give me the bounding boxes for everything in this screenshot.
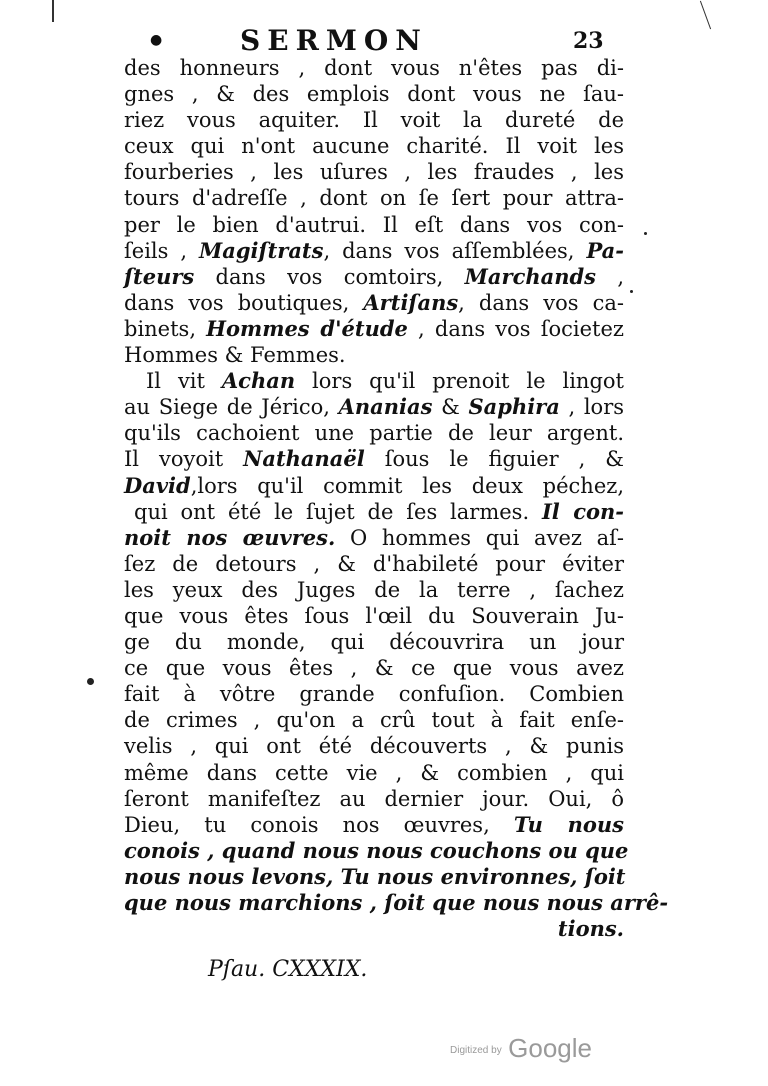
text-line: Hommes & Femmes.	[124, 343, 346, 368]
scripture-citation: Pſau. CXXXIX.	[208, 957, 368, 982]
text-line: tours d'adreſſe , dont on ſe ſert pour attra-	[124, 186, 624, 211]
text-line: per le bien d'autrui. Il eſt dans vos con-	[124, 212, 624, 237]
text-line: au Siege de Jérico, Ananias & Saphira , lors	[124, 394, 625, 420]
page-number: 23	[573, 28, 604, 54]
text-line: de crimes , qu'on a crû tout à fait enſe-	[124, 708, 624, 733]
text-line: binets, Hommes d'étude , dans vos ſocietez	[124, 315, 624, 341]
text-line: que nous marchions , ſoit que nous nous arrê-	[124, 890, 669, 915]
text-line: ſez de detours , & d'habileté pour éviter	[124, 551, 624, 576]
text-line: que vous êtes ſous l'œil du Souverain Ju-	[124, 603, 624, 628]
running-title: SERMON	[240, 24, 428, 57]
text-line: conois , quand nous nous couchons ou que	[124, 837, 629, 863]
text-line: fourberies , les uſures , les fraudes , les	[124, 160, 624, 185]
text-line: des honneurs , dont vous n'êtes pas di-	[124, 56, 624, 80]
text-line: ſteurs dans vos comtoirs, Marchands ,	[124, 263, 625, 289]
text-line: ceux qui n'ont aucune charité. Il voit les	[124, 134, 624, 159]
ink-speck	[644, 232, 647, 235]
text-line: ce que vous êtes , & ce que vous avez	[124, 656, 624, 681]
text-line: qu'ils cachoient une partie de leur argent.	[124, 421, 624, 446]
text-line: tions.	[557, 916, 624, 942]
watermark-brand: Google	[508, 1033, 592, 1063]
text-line: Il voyoit Nathanaël ſous le figuier , &	[124, 446, 625, 472]
ink-speck	[87, 678, 94, 685]
text-line: ſeront manifeſtez au dernier jour. Oui, ô	[124, 786, 624, 811]
text-line: noit nos œuvres. O hommes qui avez aſ-	[124, 524, 624, 550]
digitization-watermark	[450, 1033, 592, 1064]
text-line: même dans cette vie , & combien , qui	[124, 760, 624, 785]
text-line: nous nous levons, Tu nous environnes, ſoit	[124, 863, 626, 889]
text-line: dans vos boutiques, Artiſans, dans vos ca-	[124, 289, 624, 315]
text-line: qui ont été le ſujet de ſes larmes. Il con-	[134, 498, 624, 524]
watermark-prefix: Digitized by	[450, 1045, 502, 1056]
ornament-dot: ●	[150, 32, 163, 48]
text-line: fait à vôtre grande confuſion. Combien	[124, 682, 624, 707]
page-edge-mark	[52, 0, 54, 22]
text-line: Il vit Achan lors qu'il prenoit le lingot	[146, 368, 624, 394]
text-line: gnes , & des emplois dont vous ne ſau-	[124, 82, 624, 107]
text-line: ge du monde, qui découvrira un jour	[124, 630, 624, 655]
text-line: David,lors qu'il commit les deux péchez,	[124, 472, 624, 498]
text-line: les yeux des Juges de la terre , ſachez	[124, 577, 624, 602]
text-line: riez vous aquiter. Il voit la dureté de	[124, 108, 624, 133]
text-line: velis , qui ont été découverts , & punis	[124, 734, 624, 759]
sermon-text	[124, 55, 669, 942]
text-line: ſeils , Magiſtrats, dans vos aſſemblées, Pa-	[124, 237, 624, 263]
ink-speck	[630, 290, 633, 293]
text-line: Dieu, tu conois nos œuvres, Tu nous	[124, 811, 624, 837]
